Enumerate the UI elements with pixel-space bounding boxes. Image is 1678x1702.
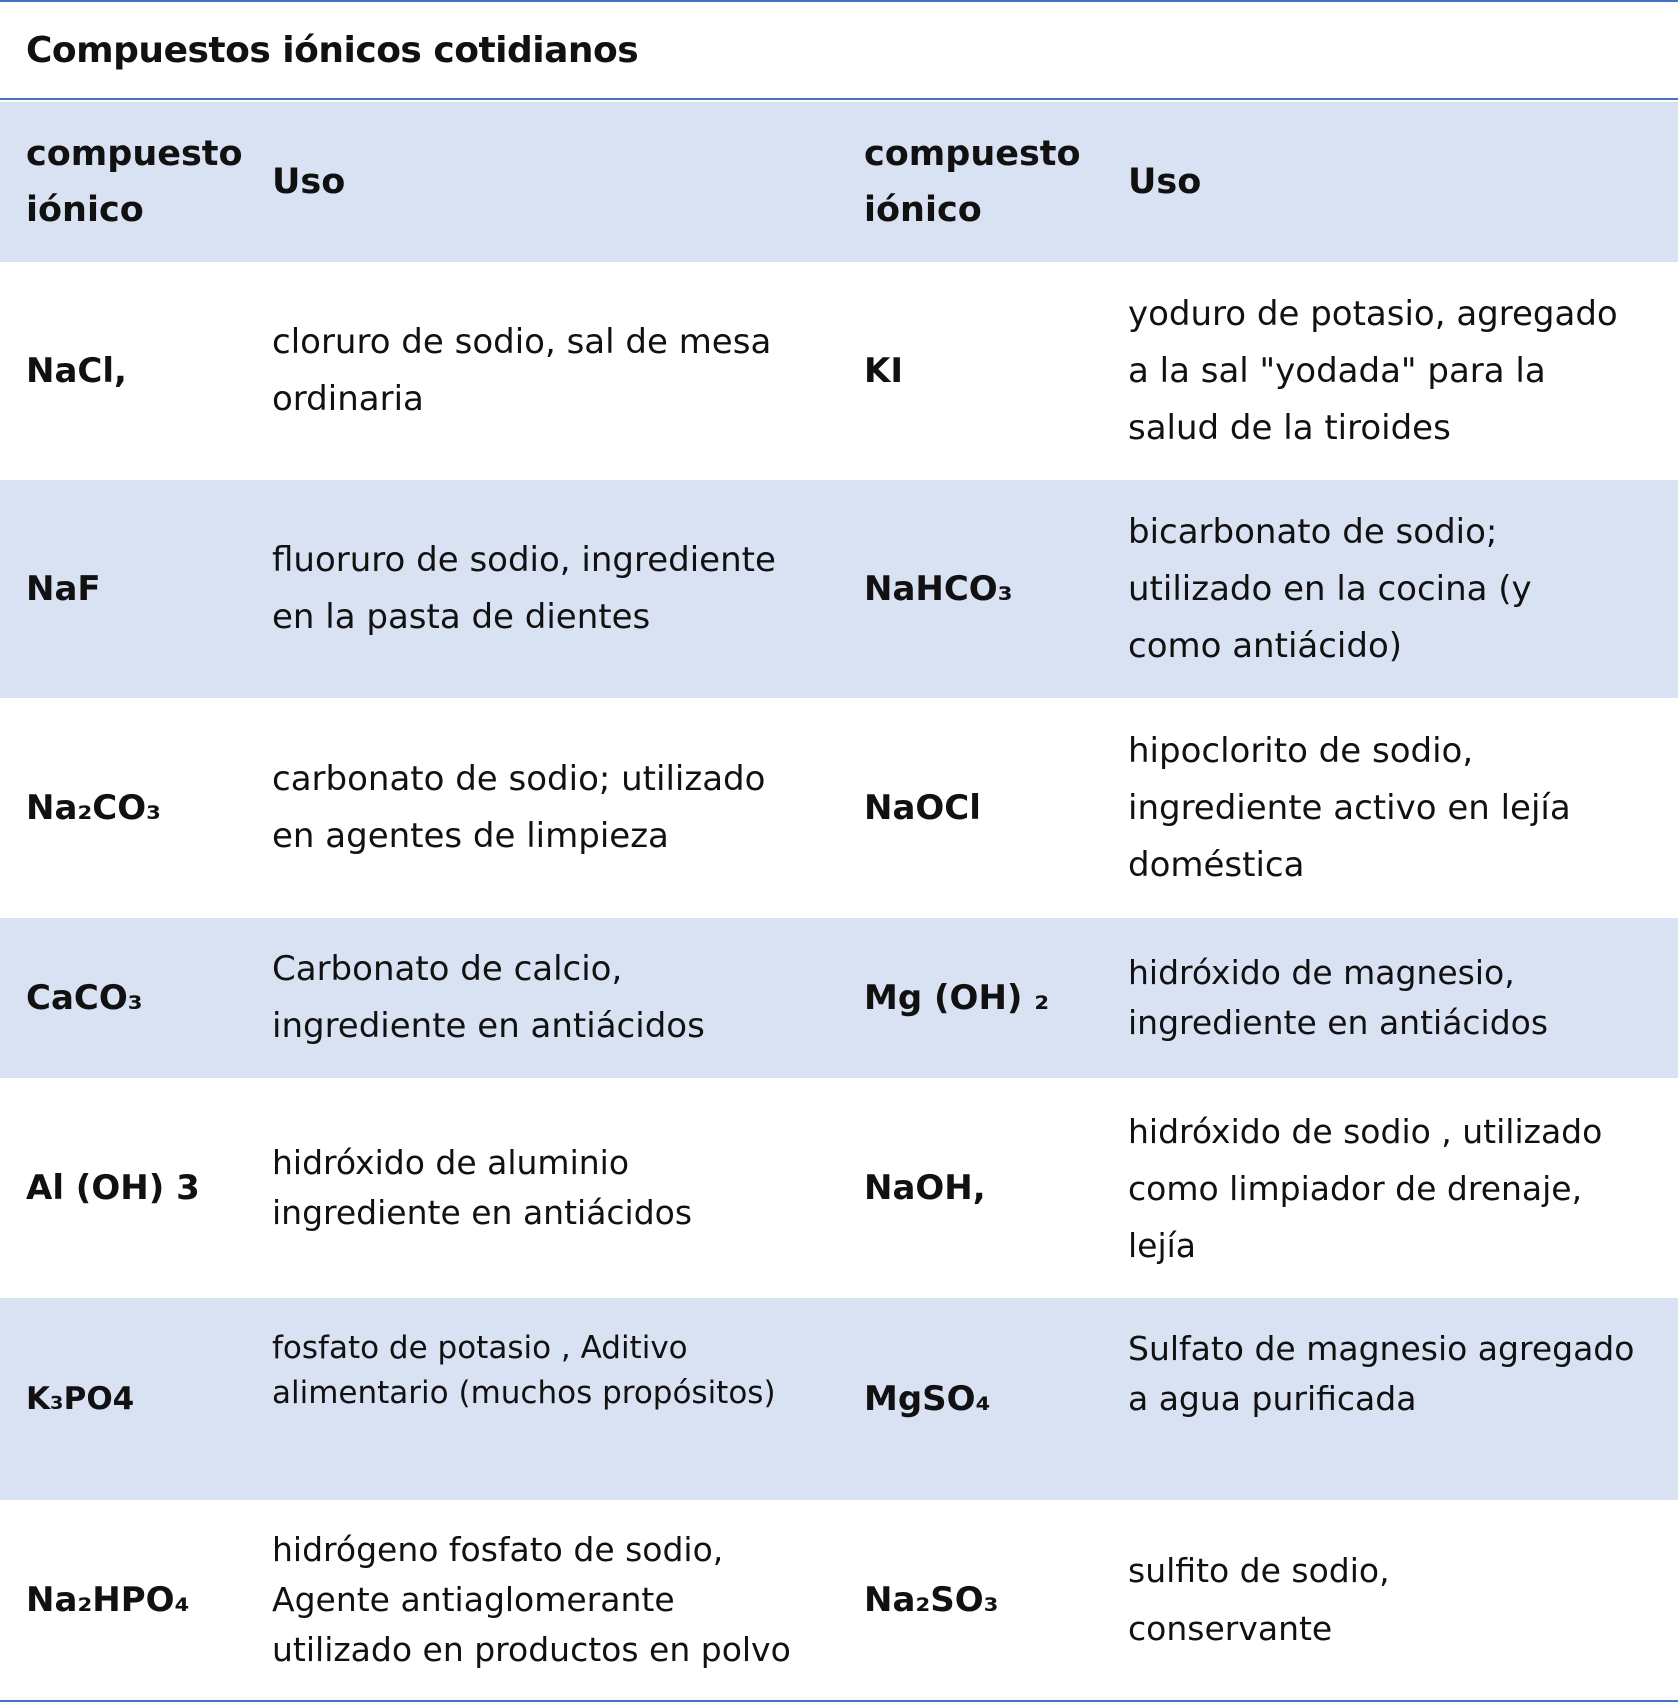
compound-cell: NaOCl [864, 787, 981, 828]
compound-cell: Na₂SO₃ [864, 1579, 999, 1620]
header-use-2: Uso [1128, 162, 1202, 202]
compound-cell: Al (OH) 3 [26, 1167, 200, 1208]
header-compound-2: compuesto iónico [864, 134, 1081, 230]
use-cell: Carbonato de calcio, ingrediente en antiácidos [272, 949, 705, 1046]
compound-cell: K₃PO4 [26, 1380, 135, 1417]
compound-cell: NaHCO₃ [864, 568, 1013, 609]
table-title-row [0, 0, 1678, 100]
table-title: Compuestos iónicos cotidianos [26, 29, 639, 71]
header-use-1: Uso [272, 162, 346, 202]
use-cell: cloruro de sodio, sal de mesa ordinaria [272, 322, 772, 419]
use-cell: hidróxido de sodio , utilizado como limpiador de drenaje, lejía [1128, 1111, 1603, 1265]
use-cell: hidrógeno fosfato de sodio, Agente antiaglomerante utilizado en productos en polvo [272, 1530, 791, 1669]
use-cell: fosfato de potasio , Aditivo alimentario (muchos propósitos) [272, 1330, 776, 1411]
compound-cell: NaOH, [864, 1167, 986, 1208]
compound-cell: NaCl, [26, 350, 127, 391]
use-cell: Sulfato de magnesio agregado a agua purificada [1128, 1329, 1635, 1418]
header-compound-1: compuesto iónico [26, 134, 243, 230]
use-cell: hidróxido de aluminio ingrediente en antiácidos [272, 1143, 693, 1232]
use-cell: yoduro de potasio, agregado a la sal "yodada" para la salud de la tiroides [1128, 293, 1618, 448]
table-row [0, 1298, 1678, 1500]
compound-cell: MgSO₄ [864, 1378, 991, 1419]
compound-cell: Mg (OH) ₂ [864, 977, 1050, 1018]
use-cell: sulfito de sodio, conservante [1128, 1551, 1390, 1648]
table-row [0, 262, 1678, 480]
compound-cell: KI [864, 350, 903, 391]
use-cell: fluoruro de sodio, ingrediente en la pasta de dientes [272, 540, 776, 637]
header-row [0, 102, 1678, 262]
compound-cell: CaCO₃ [26, 977, 143, 1018]
table-row [0, 918, 1678, 1078]
table-row [0, 698, 1678, 918]
table-row [0, 1500, 1678, 1700]
use-cell: hidróxido de magnesio, ingrediente en antiácidos [1128, 953, 1549, 1042]
compound-cell: Na₂CO₃ [26, 787, 162, 828]
table-row [0, 480, 1678, 698]
compound-cell: Na₂HPO₄ [26, 1579, 190, 1620]
use-cell: bicarbonato de sodio; utilizado en la cocina (y como antiácido) [1128, 511, 1532, 666]
compound-cell: NaF [26, 568, 101, 609]
use-cell: hipoclorito de sodio, ingrediente activo en lejía doméstica [1128, 730, 1571, 885]
table-row [0, 1078, 1678, 1298]
use-cell: carbonato de sodio; utilizado en agentes de limpieza [272, 759, 766, 856]
